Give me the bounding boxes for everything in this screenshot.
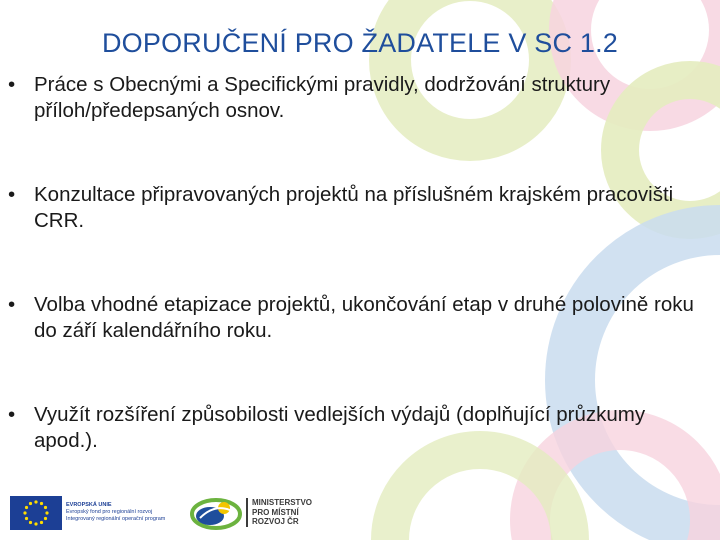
slide-title: DOPORUČENÍ PRO ŽADATELE V SC 1.2 <box>101 28 618 58</box>
mmr-line-2: PRO MÍSTNÍ <box>252 507 299 517</box>
eu-logo-text <box>66 502 165 523</box>
bullet-item <box>8 402 708 454</box>
eu-line-1: EVROPSKÁ UNIE <box>66 502 112 508</box>
bullet-dot: • <box>8 293 16 316</box>
bullet-text: Volba vhodné etapizace projektů, ukončování etap v druhé polovině roku do září kalendářního roku. <box>34 293 694 342</box>
eu-flag-icon <box>10 496 62 530</box>
bullet-item <box>8 292 708 344</box>
bullet-text: Konzultace připravovaných projektů na příslušném krajském pracovišti CRR. <box>34 183 674 232</box>
bullet-text: Využít rozšíření způsobilosti vedlejších výdajů (doplňující průzkumy apod.). <box>34 403 646 452</box>
bullet-item <box>8 182 708 234</box>
irop-logo-icon <box>190 494 242 532</box>
eu-line-2: Evropský fond pro regionální rozvoj <box>66 509 153 515</box>
mmr-line-1: MINISTERSTVO <box>252 498 313 507</box>
bullet-item <box>8 72 708 124</box>
mmr-line-3: ROZVOJ ČR <box>252 517 299 526</box>
bullet-text: Práce s Obecnými a Specifickými pravidly, dodržování struktury příloh/předepsaných osnov. <box>34 73 611 122</box>
bullet-dot: • <box>8 183 16 206</box>
bullet-dot: • <box>8 403 16 426</box>
footer-logos <box>0 490 720 540</box>
bullet-dot: • <box>8 73 16 96</box>
mmr-logo-bar <box>246 498 248 527</box>
eu-line-3: Integrovaný regionální operační program <box>66 516 166 522</box>
mmr-logo-text <box>252 498 312 527</box>
